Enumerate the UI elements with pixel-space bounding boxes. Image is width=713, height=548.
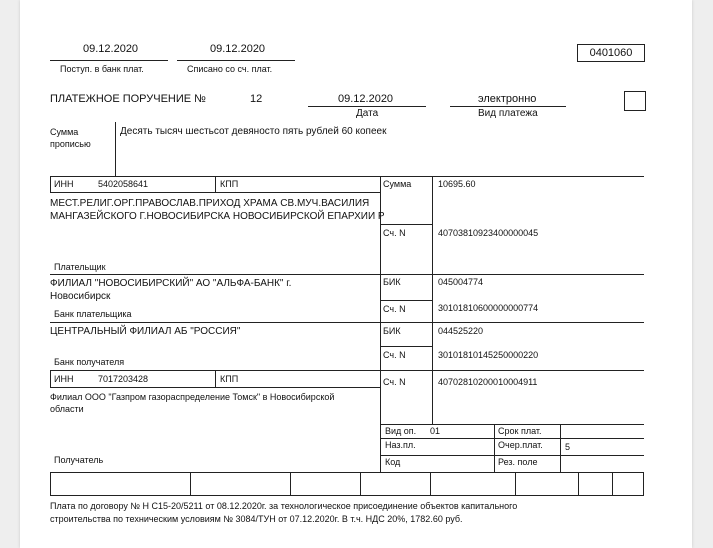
op-type-label: Вид оп.	[385, 426, 417, 436]
divider	[494, 424, 495, 472]
payment-order-document	[20, 0, 692, 548]
payee-inn-label: ИНН	[54, 374, 74, 384]
priority-value: 5	[565, 442, 571, 452]
divider	[360, 472, 361, 496]
date-debited: 09.12.2020	[210, 43, 266, 55]
order-number: 12	[250, 93, 263, 105]
payer-name-line2: МАНГАЗЕЙСКОГО Г.НОВОСИБИРСКА НОВОСИБИРСКОЙ ЕПАРХИИ Р	[50, 211, 385, 222]
divider	[380, 346, 432, 347]
order-date: 09.12.2020	[338, 93, 394, 105]
payer-inn-label: ИНН	[54, 179, 74, 189]
payee-bank-account-label: Сч. N	[383, 350, 406, 360]
payer-bank-account: 30101810600000000774	[438, 303, 539, 313]
divider	[578, 472, 579, 496]
sum-label: Сумма	[383, 179, 412, 189]
payer-inn: 5402058641	[98, 179, 149, 189]
payee-account: 40702810200010004911	[438, 377, 538, 387]
payer-bank-name-line1: ФИЛИАЛ "НОВОСИБИРСКИЙ" АО "АЛЬФА-БАНК" г.	[50, 278, 292, 289]
divider	[50, 370, 644, 371]
purpose-line1: Плата по договору № Н С15-20/5211 от 08.12.2020г. за технологическое присоединение объектов капитального	[50, 501, 518, 511]
divider	[190, 472, 191, 496]
date-received-label: Поступ. в банк плат.	[60, 64, 144, 74]
order-date-label: Дата	[356, 108, 379, 119]
divider	[215, 370, 216, 387]
amount-words-label-2: прописью	[50, 139, 91, 149]
op-type-value: 01	[430, 426, 441, 436]
divider	[50, 176, 644, 177]
payer-account-label: Сч. N	[383, 228, 406, 238]
payee-label: Получатель	[54, 455, 104, 465]
payee-name-line1: Филиал ООО "Газпром газораспределение Томск" в Новосибирской	[50, 392, 335, 402]
payer-bik-label: БИК	[383, 277, 401, 287]
payee-name-line2: области	[50, 404, 84, 414]
payer-bank-label: Банк плательщика	[54, 309, 132, 319]
payee-bank-label: Банк получателя	[54, 357, 125, 367]
form-code-box	[577, 44, 645, 62]
payer-label: Плательщик	[54, 262, 106, 272]
payee-inn: 7017203428	[98, 374, 149, 384]
form-code: 0401060	[589, 47, 633, 59]
sum-value: 10695.60	[438, 179, 476, 189]
divider	[380, 424, 644, 425]
divider	[432, 176, 433, 424]
divider	[380, 224, 432, 225]
divider	[215, 176, 216, 192]
tax-fields-row	[50, 472, 644, 496]
divider	[380, 438, 644, 439]
divider	[308, 106, 426, 107]
divider	[50, 176, 51, 192]
divider	[560, 424, 561, 472]
reserve-label: Рез. поле	[498, 457, 538, 467]
payer-kpp-label: КПП	[220, 179, 239, 189]
date-debited-label: Списано со сч. плат.	[187, 64, 273, 74]
divider	[50, 274, 644, 275]
payee-account-label: Сч. N	[383, 377, 406, 387]
term-label: Срок плат.	[498, 426, 542, 436]
code-label: Код	[385, 457, 401, 467]
divider	[50, 192, 380, 193]
payment-type-label: Вид платежа	[478, 108, 538, 119]
status-box	[624, 91, 646, 111]
divider	[612, 472, 613, 496]
divider	[450, 106, 566, 107]
divider	[50, 387, 380, 388]
divider	[430, 472, 431, 496]
payer-bank-account-label: Сч. N	[383, 304, 406, 314]
amount-words-label: Сумма	[50, 127, 79, 137]
document-title: ПЛАТЕЖНОЕ ПОРУЧЕНИЕ №	[50, 93, 206, 105]
payee-kpp-label: КПП	[220, 374, 239, 384]
purpose-line2: строительства по техническим условиям № 3084/ТУН от 07.12.2020г. В т.ч. НДС 20%, 1782.60 руб.	[50, 514, 463, 524]
divider	[50, 322, 644, 323]
payer-account: 40703810923400000045	[438, 228, 539, 238]
amount-words-text: Десять тысяч шестьсот девяносто пять рублей 60 копеек	[120, 126, 387, 137]
divider	[50, 370, 51, 387]
payee-bank-account: 30101810145250000220	[438, 350, 539, 360]
purpose-code-label: Наз.пл.	[385, 440, 416, 450]
date-received: 09.12.2020	[83, 43, 139, 55]
payee-bik-label: БИК	[383, 326, 401, 336]
divider	[380, 300, 432, 301]
payer-bank-name-line2: Новосибирск	[50, 291, 111, 302]
priority-label: Очер.плат.	[498, 440, 543, 450]
divider	[177, 60, 295, 61]
divider	[50, 60, 168, 61]
payment-type: электронно	[478, 93, 537, 105]
payer-name-line1: МЕСТ.РЕЛИГ.ОРГ.ПРАВОСЛАВ.ПРИХОД ХРАМА СВ.МУЧ.ВАСИЛИЯ	[50, 198, 370, 209]
divider	[115, 122, 116, 176]
divider	[380, 455, 644, 456]
payer-bik: 045004774	[438, 277, 484, 287]
payee-bank-name: ЦЕНТРАЛЬНЫЙ ФИЛИАЛ АБ "РОССИЯ"	[50, 326, 241, 337]
payee-bik: 044525220	[438, 326, 484, 336]
divider	[515, 472, 516, 496]
divider	[290, 472, 291, 496]
